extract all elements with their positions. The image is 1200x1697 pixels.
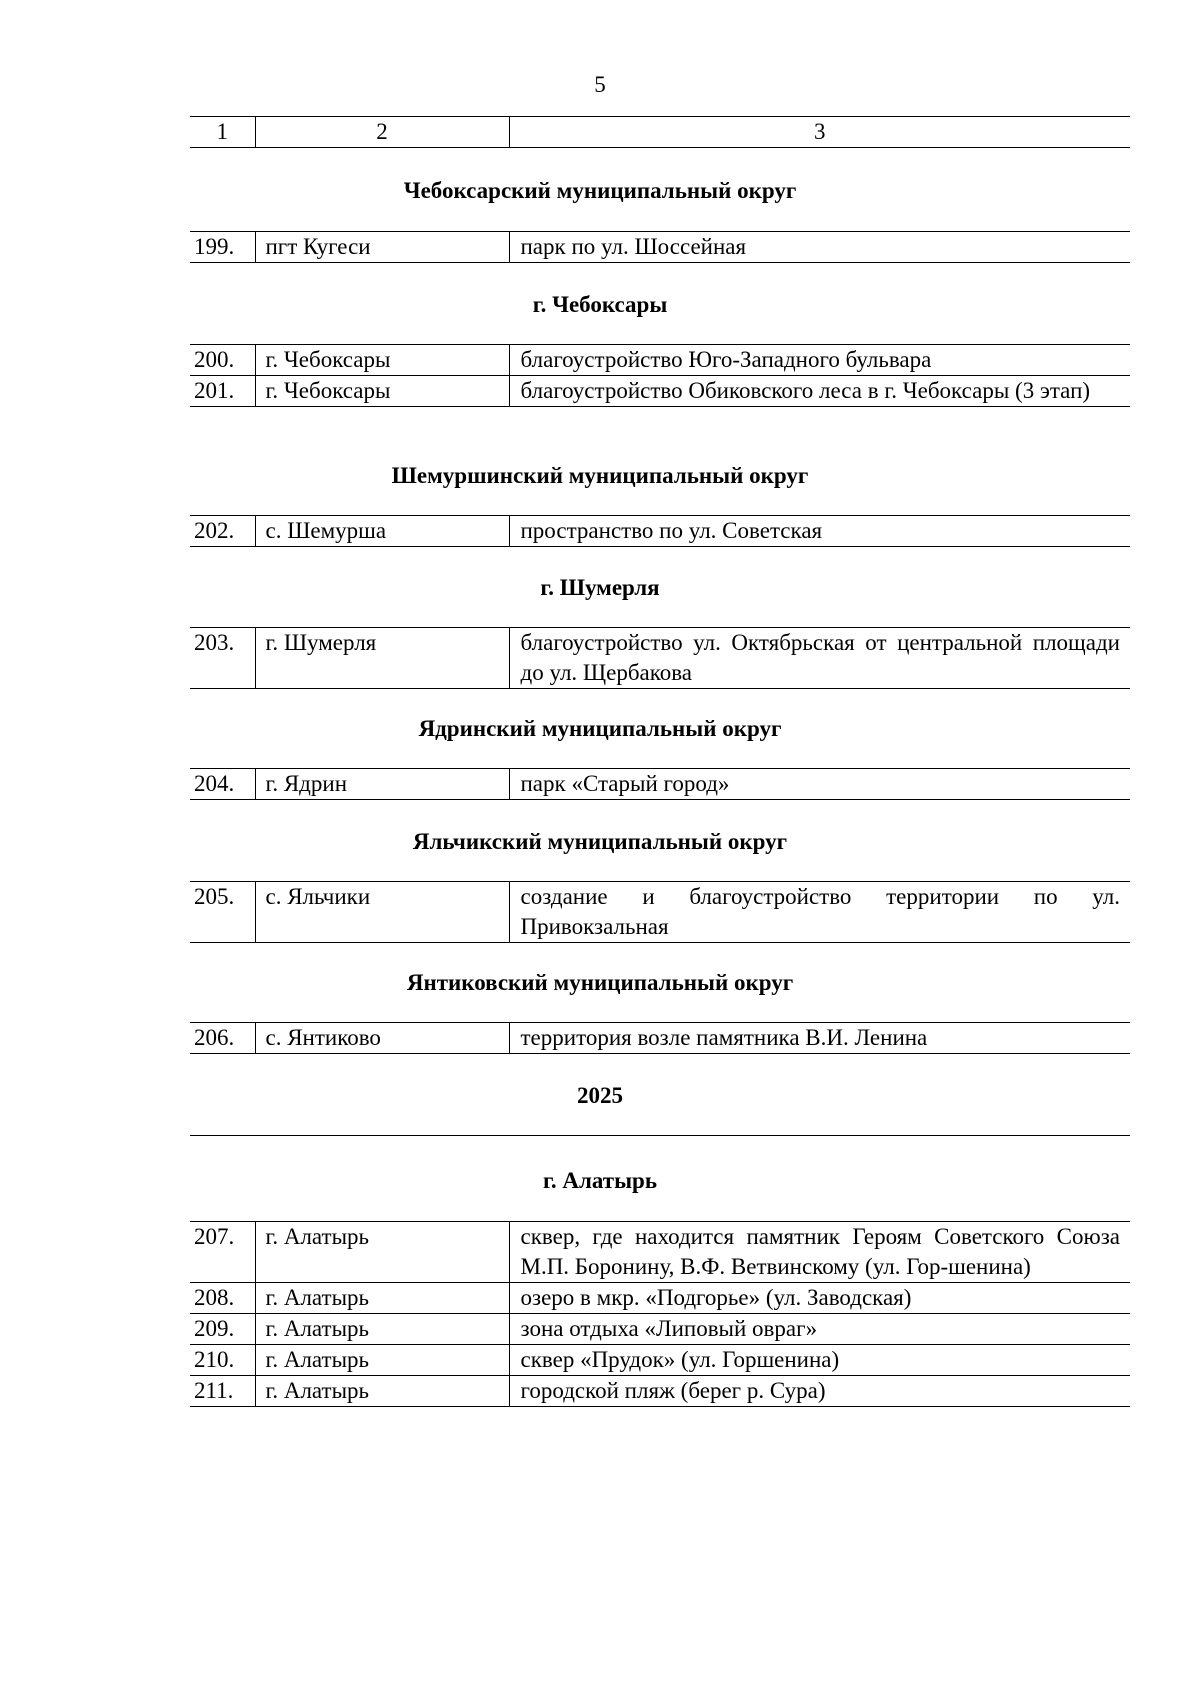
row-number: 207. — [190, 1222, 255, 1283]
row-place: г. Чебоксары — [255, 376, 509, 407]
section-table — [190, 1221, 1130, 1407]
table-row — [190, 1376, 1130, 1407]
row-number: 203. — [190, 628, 255, 689]
row-number: 205. — [190, 882, 255, 943]
row-number: 209. — [190, 1314, 255, 1345]
table-row — [190, 1345, 1130, 1376]
table-row — [190, 1222, 1130, 1283]
row-place: г. Шумерля — [255, 628, 509, 689]
section-title: Янтиковский муниципальный округ — [406, 970, 794, 995]
page-number: 5 — [594, 72, 606, 97]
row-object: городской пляж (берег р. Сура) — [509, 1376, 1130, 1407]
row-place: г. Алатырь — [255, 1314, 509, 1345]
section-table — [190, 515, 1130, 547]
section-table — [190, 768, 1130, 800]
table-row — [190, 1314, 1130, 1345]
table-row — [190, 345, 1130, 376]
table-row — [190, 376, 1130, 407]
row-object: создание и благоустройство территории по ул. Привокзальная — [509, 882, 1130, 943]
row-place: г. Алатырь — [255, 1222, 509, 1283]
row-object: озеро в мкр. «Подгорье» (ул. Заводская) — [509, 1283, 1130, 1314]
row-object: благоустройство Обиковского леса в г. Чебоксары (3 этап) — [509, 376, 1130, 407]
row-number: 199. — [190, 232, 255, 263]
row-number: 206. — [190, 1023, 255, 1054]
column-header-table — [190, 116, 1130, 148]
row-place: пгт Кугеси — [255, 232, 509, 263]
section-title: г. Алатырь — [543, 1168, 657, 1193]
row-object: сквер «Прудок» (ул. Горшенина) — [509, 1345, 1130, 1376]
row-object: сквер, где находится памятник Героям Советского Союза М.П. Боронину, В.Ф. Ветвинскому (ул. Гор-шенина) — [509, 1222, 1130, 1283]
row-number: 208. — [190, 1283, 255, 1314]
row-object: территория возле памятника В.И. Ленина — [509, 1023, 1130, 1054]
row-place: с. Шемурша — [255, 516, 509, 547]
section-table — [190, 231, 1130, 263]
row-number: 204. — [190, 769, 255, 800]
section-table — [190, 1022, 1130, 1054]
row-object: зона отдыха «Липовый овраг» — [509, 1314, 1130, 1345]
row-place: с. Яльчики — [255, 882, 509, 943]
section-title: Ядринский муниципальный округ — [418, 716, 782, 741]
row-object: парк по ул. Шоссейная — [509, 232, 1130, 263]
row-number: 200. — [190, 345, 255, 376]
row-object: пространство по ул. Советская — [509, 516, 1130, 547]
table-row — [190, 1023, 1130, 1054]
row-place: г. Алатырь — [255, 1283, 509, 1314]
table-row — [190, 232, 1130, 263]
row-object: благоустройство Юго-Западного бульвара — [509, 345, 1130, 376]
row-number: 211. — [190, 1376, 255, 1407]
column-header-3: 3 — [509, 117, 1130, 148]
section-table — [190, 344, 1130, 407]
table-row — [190, 628, 1130, 689]
section-title: Чебоксарский муниципальный округ — [403, 178, 797, 203]
row-number: 201. — [190, 376, 255, 407]
row-number: 202. — [190, 516, 255, 547]
year-title: 2025 — [577, 1083, 623, 1108]
column-header-2: 2 — [255, 117, 509, 148]
table-row — [190, 1283, 1130, 1314]
row-place: г. Ядрин — [255, 769, 509, 800]
section-table — [190, 881, 1130, 943]
row-place: г. Чебоксары — [255, 345, 509, 376]
table-row — [190, 882, 1130, 943]
row-place: г. Алатырь — [255, 1376, 509, 1407]
section-title: Яльчикский муниципальный округ — [412, 829, 788, 854]
section-title: г. Шумерля — [540, 575, 660, 600]
row-object: парк «Старый город» — [509, 769, 1130, 800]
table-row — [190, 769, 1130, 800]
row-place: с. Янтиково — [255, 1023, 509, 1054]
section-title: Шемуршинский муниципальный округ — [391, 463, 809, 488]
row-object: благоустройство ул. Октябрьская от центральной площади до ул. Щербакова — [509, 628, 1130, 689]
column-header-1: 1 — [190, 117, 255, 148]
section-table — [190, 627, 1130, 689]
table-row — [190, 516, 1130, 547]
row-place: г. Алатырь — [255, 1345, 509, 1376]
section-title: г. Чебоксары — [532, 292, 668, 317]
year-divider — [190, 1135, 1130, 1136]
row-number: 210. — [190, 1345, 255, 1376]
